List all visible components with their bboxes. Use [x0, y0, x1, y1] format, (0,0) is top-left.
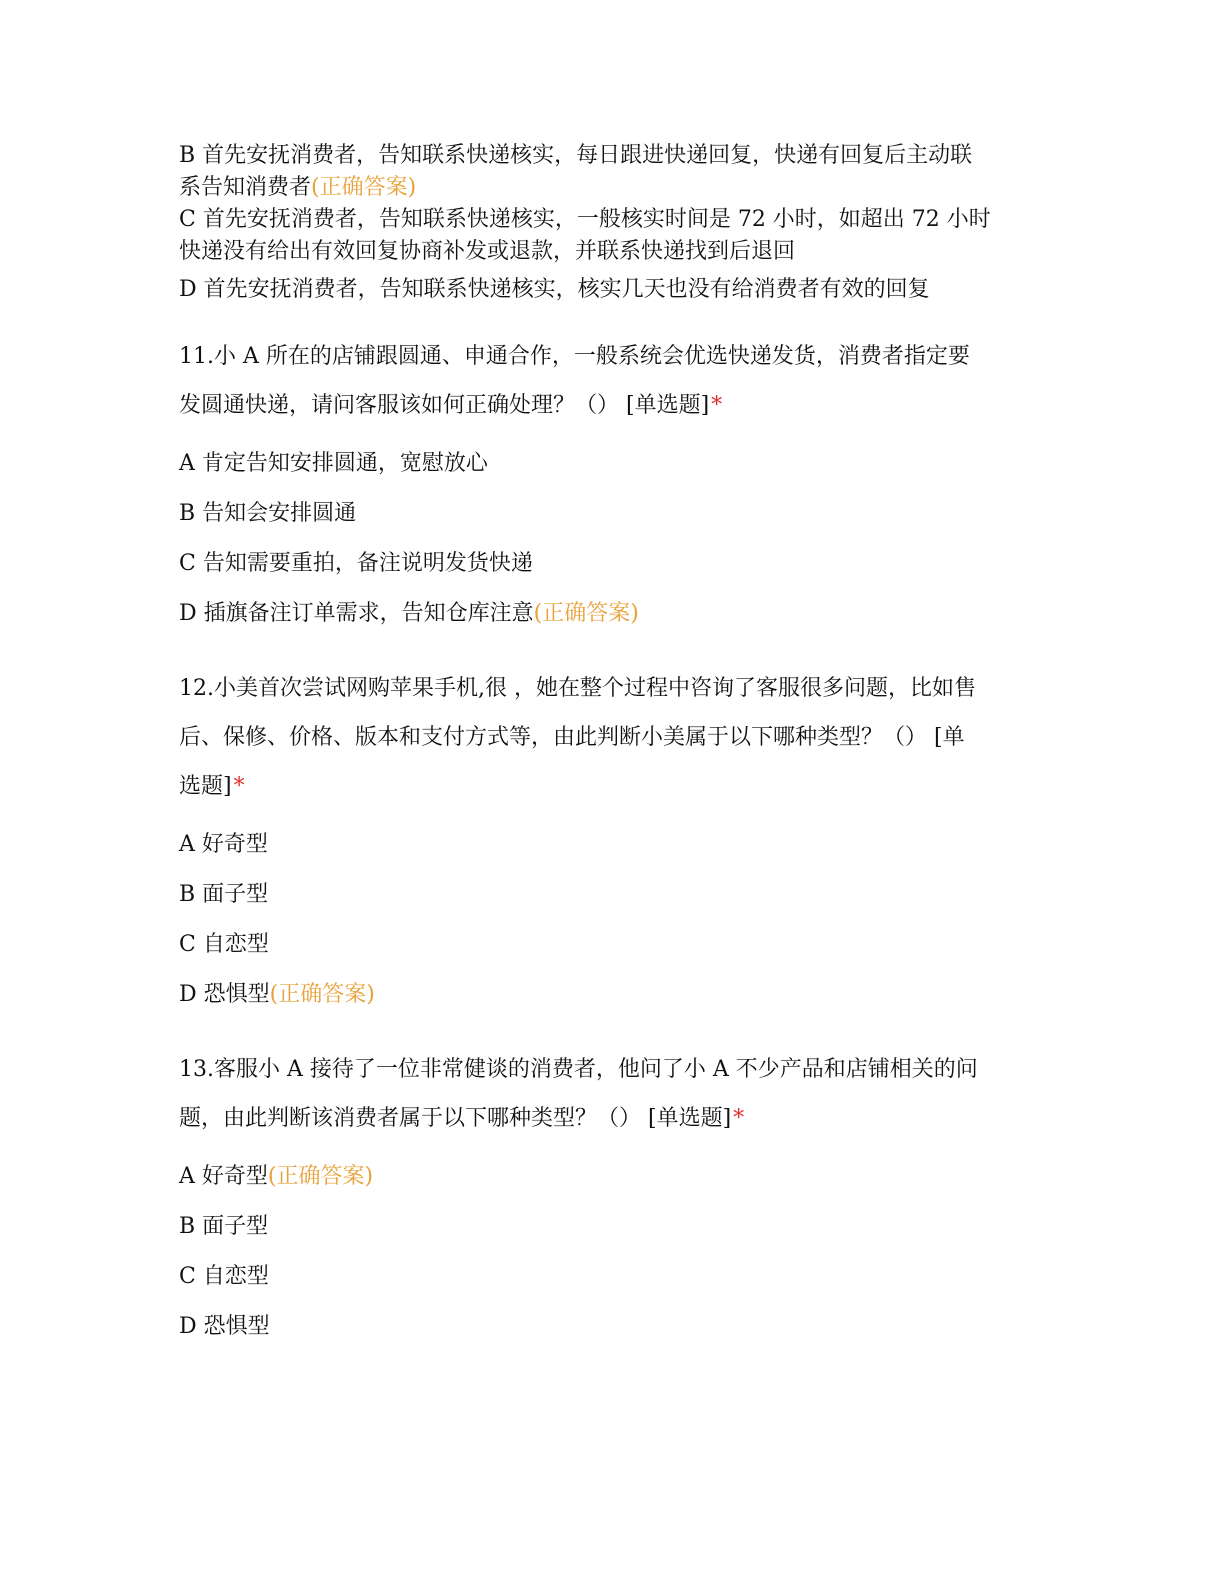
option-text: D 首先安抚消费者，告知联系快递核实，核实几天也没有给消费者有效的回复 — [179, 277, 930, 302]
required-marker: * — [711, 393, 723, 418]
option-d: D 插旗备注订单需求，告知仓库注意 — [179, 601, 534, 626]
required-marker: * — [733, 1106, 745, 1131]
option-a: A 肯定告知安排圆通，宽慰放心 — [179, 451, 488, 476]
question-stem: 后、保修、价格、版本和支付方式等，由此判断小美属于以下哪种类型？（） [单 — [179, 725, 965, 750]
option-b: B 面子型 — [179, 882, 269, 907]
correct-answer-marker: (正确答案) — [311, 175, 417, 200]
option-a: A 好奇型 — [179, 832, 268, 857]
prev-question-options — [179, 140, 1049, 306]
option-b: B 面子型 — [179, 1214, 269, 1239]
option-a: A 好奇型 — [179, 1164, 268, 1189]
option-text: C 首先安抚消费者，告知联系快递核实，一般核实时间是 72 小时，如超出 72 小时 — [179, 207, 991, 232]
document-page — [179, 140, 1049, 1343]
option-text: B 首先安抚消费者，告知联系快递核实，每日跟进快递回复，快递有回复后主动联 — [179, 143, 973, 168]
required-marker: * — [233, 774, 245, 799]
option-c — [179, 204, 1049, 268]
option-d — [179, 274, 1049, 306]
correct-answer-marker: (正确答案) — [269, 982, 375, 1007]
question-12 — [179, 664, 1049, 1011]
question-stem: 选题] — [179, 774, 232, 799]
option-b — [179, 140, 1049, 204]
correct-answer-marker: (正确答案) — [267, 1164, 374, 1189]
option-d: D 恐惧型 — [179, 1314, 270, 1339]
option-c: C 自恋型 — [179, 932, 269, 957]
question-stem: 12.小美首次尝试网购苹果手机,很 ，她在整个过程中咨询了客服很多问题，比如售 — [179, 676, 976, 701]
question-stem: 11.小 A 所在的店铺跟圆通、申通合作，一般系统会优选快递发货，消费者指定要 — [179, 344, 970, 369]
option-c: C 自恋型 — [179, 1264, 269, 1289]
correct-answer-marker: (正确答案) — [533, 601, 639, 626]
question-11 — [179, 332, 1049, 630]
option-c: C 告知需要重拍，备注说明发货快递 — [179, 551, 533, 576]
option-text: 系告知消费者 — [179, 175, 312, 200]
question-stem: 发圆通快递，请问客服该如何正确处理？（） [单选题] — [179, 393, 710, 418]
option-b: B 告知会安排圆通 — [179, 501, 357, 526]
question-stem: 题，由此判断该消费者属于以下哪种类型？（） [单选题] — [179, 1106, 732, 1131]
question-13 — [179, 1045, 1049, 1343]
option-text: 快递没有给出有效回复协商补发或退款，并联系快递找到后退回 — [179, 239, 796, 264]
option-d: D 恐惧型 — [179, 982, 270, 1007]
question-stem: 13.客服小 A 接待了一位非常健谈的消费者，他问了小 A 不少产品和店铺相关的问 — [179, 1057, 978, 1082]
